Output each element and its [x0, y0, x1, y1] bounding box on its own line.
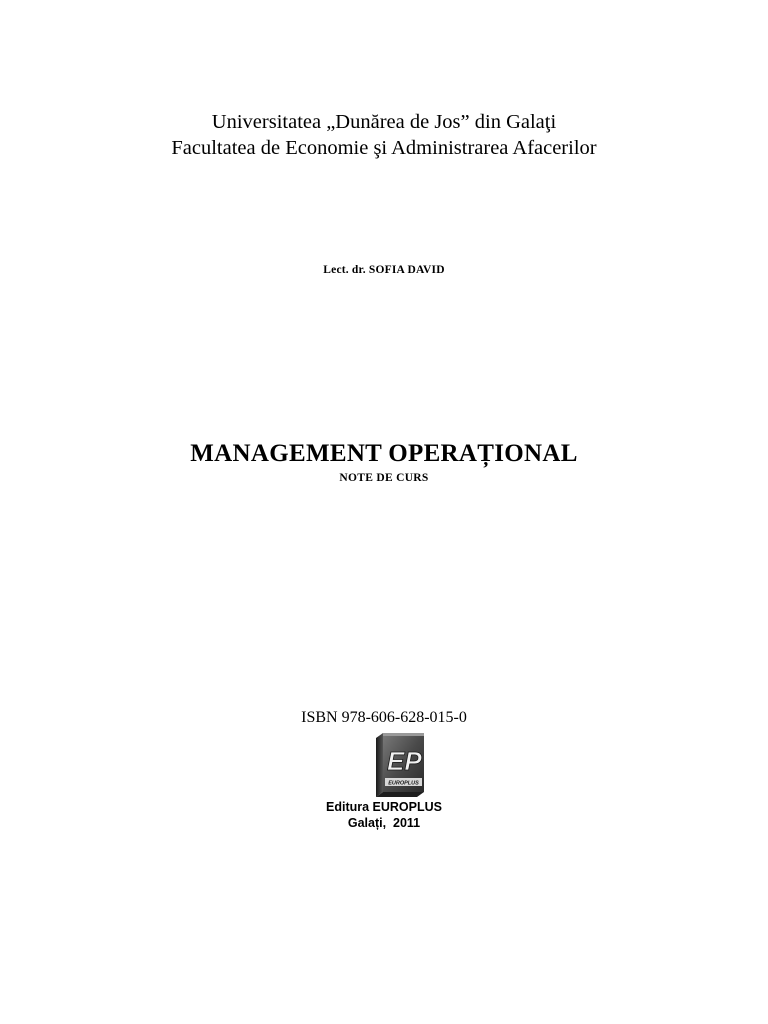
- university-name: Universitatea „Dunărea de Jos” din Galaţi: [211, 111, 557, 133]
- author-name: Lect. dr. SOFIA DAVID: [323, 264, 445, 276]
- book-subtitle: NOTE DE CURS: [339, 472, 429, 484]
- europlus-logo: [374, 732, 426, 798]
- publisher-place-year: Galați, 2011: [347, 816, 421, 830]
- publisher-name: Editura EUROPLUS: [326, 800, 442, 814]
- logo-letters: EP: [387, 746, 422, 776]
- book-title: MANAGEMENT OPERAȚIONAL: [190, 440, 578, 467]
- isbn: ISBN 978-606-628-015-0: [301, 709, 467, 726]
- faculty-name: Facultatea de Economie şi Administrarea Afacerilor: [171, 137, 597, 159]
- logo-text: EUROPLUS: [388, 780, 419, 787]
